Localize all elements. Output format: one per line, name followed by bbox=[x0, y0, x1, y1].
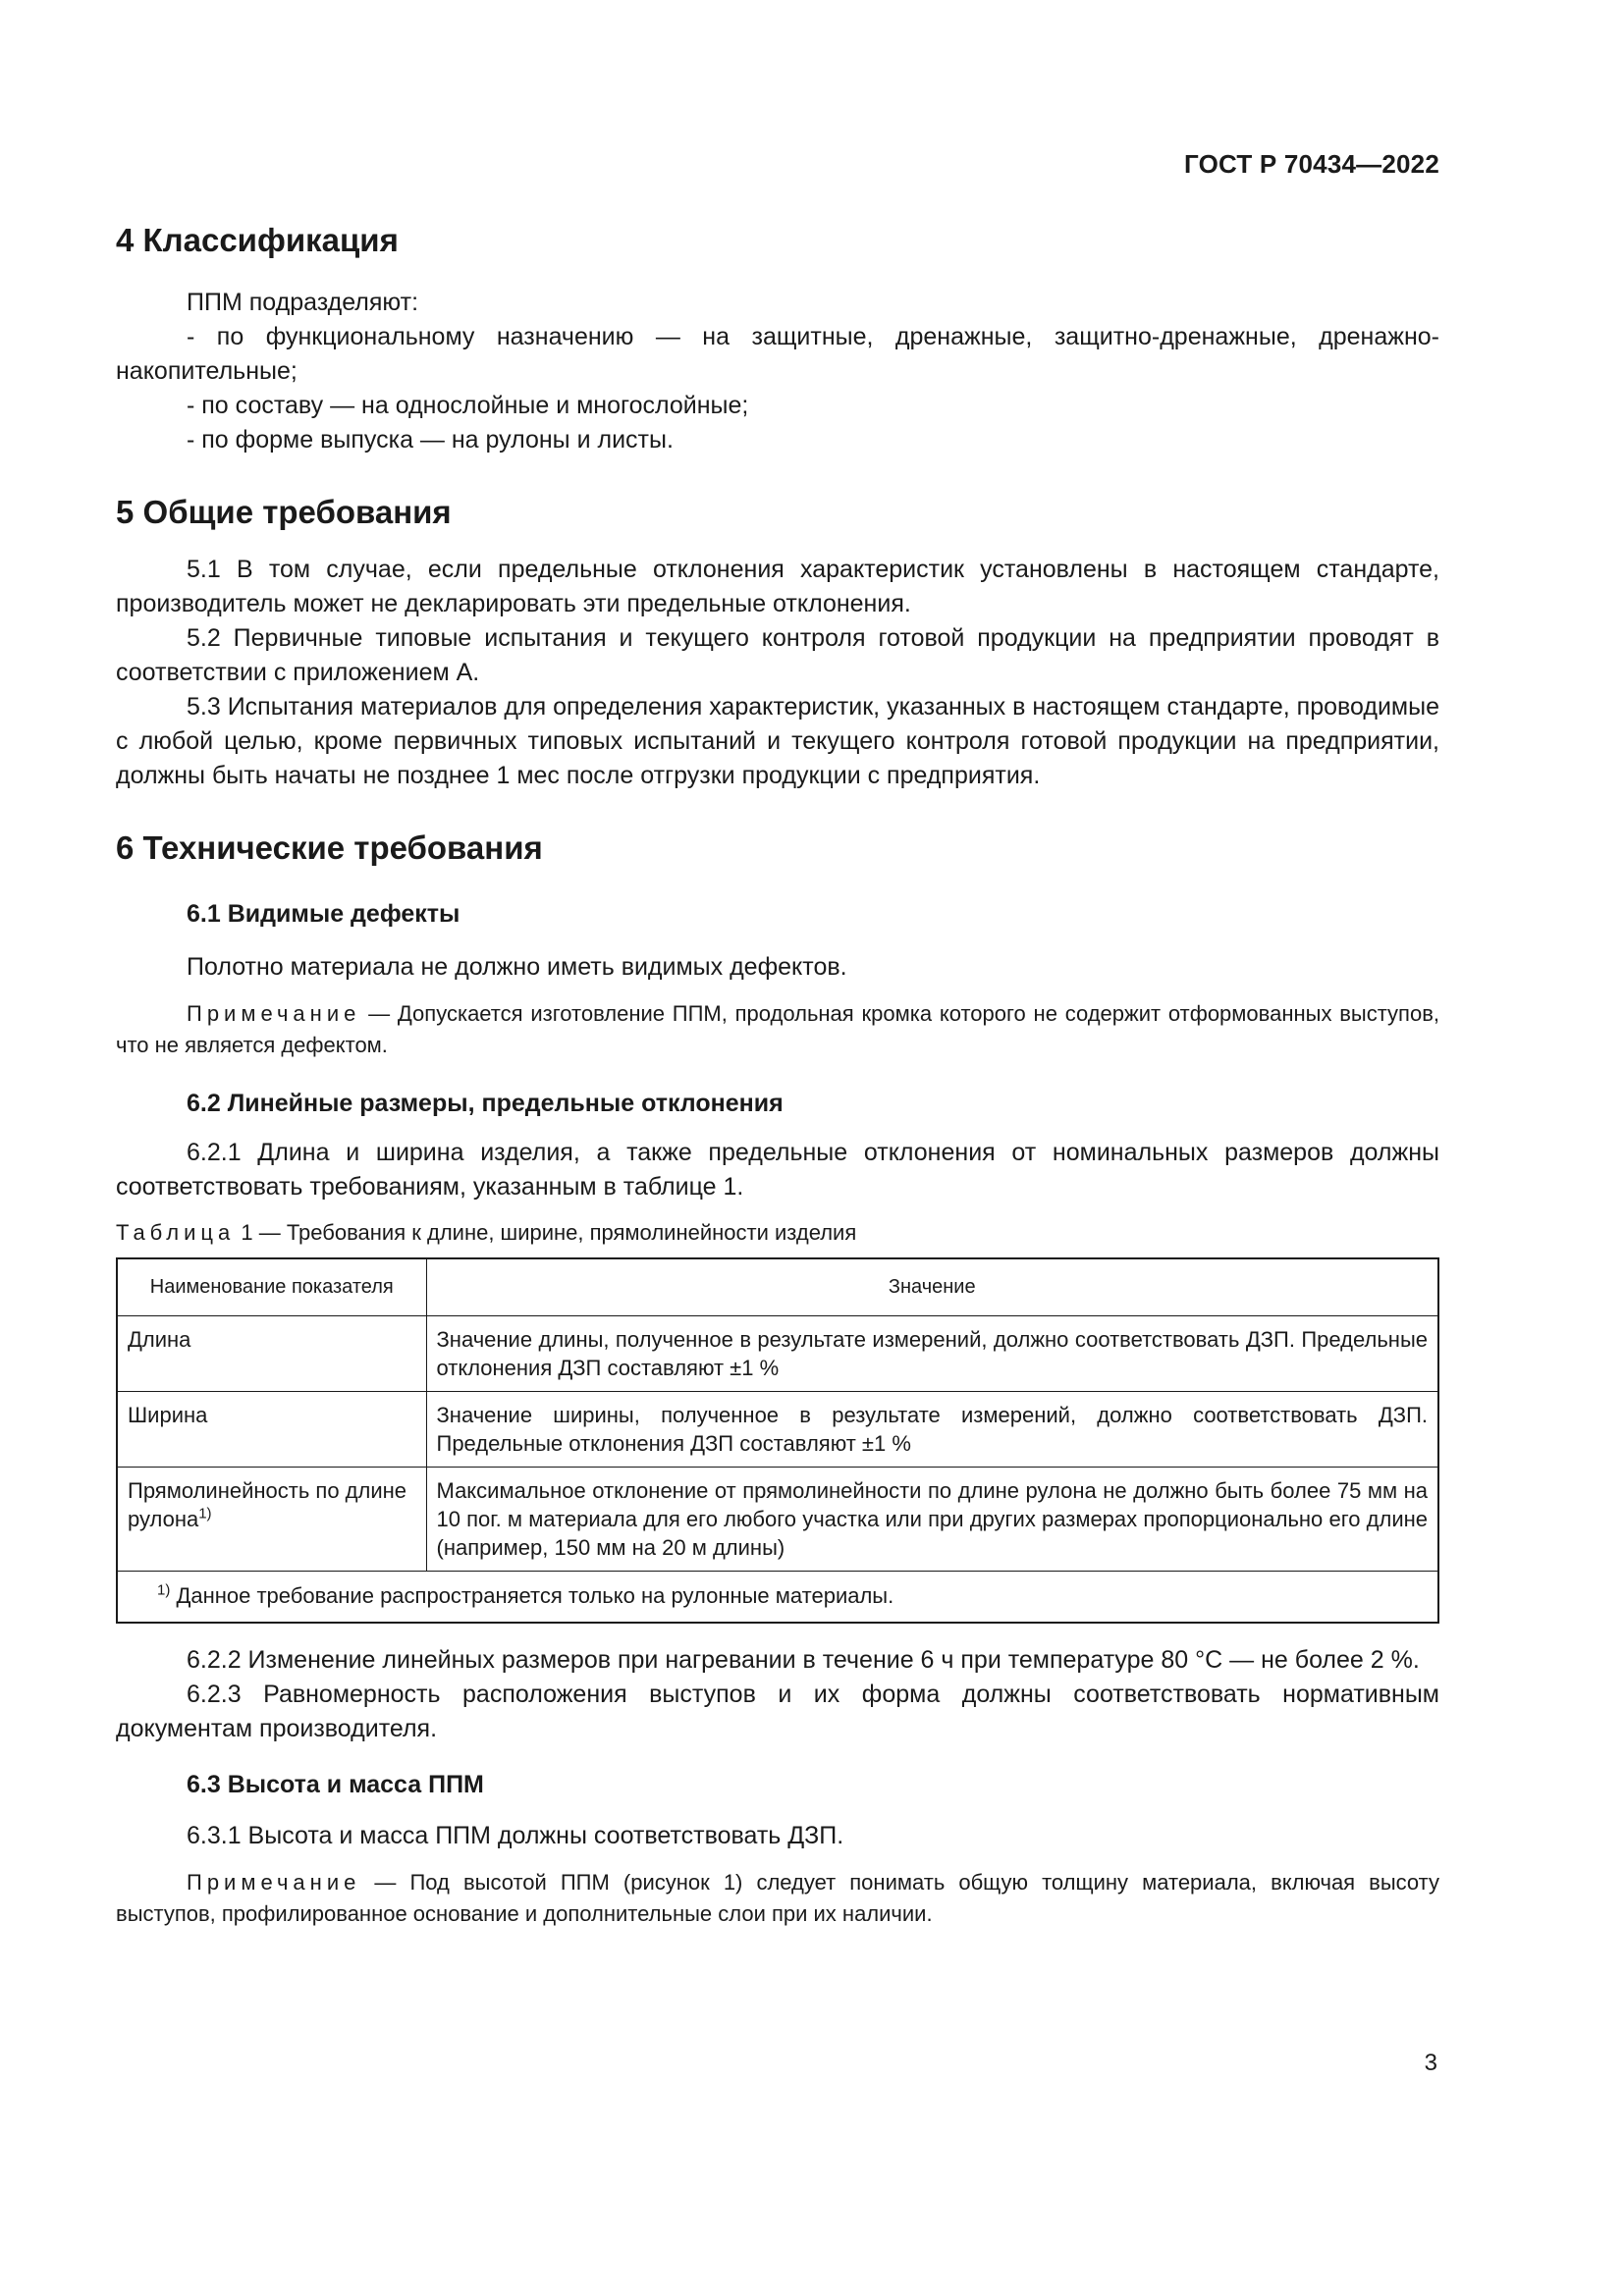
note-6-3 bbox=[116, 1867, 1439, 1930]
section-6-heading: 6 Технические требования bbox=[116, 829, 543, 867]
column-header-value: Значение bbox=[426, 1258, 1438, 1316]
page-content bbox=[116, 221, 1439, 1930]
row-name-cell: Длина bbox=[117, 1315, 426, 1391]
row-name-text: Прямолинейность по длине рулона bbox=[128, 1477, 407, 1531]
paragraph-5-1: 5.1 В том случае, если предельные отклонения характеристик установлены в настоящем стандарте, производитель может не декларировать эти предельные отклонения. bbox=[116, 556, 1439, 618]
section-4-item: - по составу — на однослойные и многослойные; bbox=[187, 391, 749, 419]
table-row bbox=[117, 1315, 1438, 1391]
note-6-1 bbox=[116, 998, 1439, 1061]
note-text: — Под высотой ППМ (рисунок 1) следует понимать общую толщину материала, включая высоту выступов, профилированное основание и дополнительные слои при их наличии. bbox=[116, 1869, 1439, 1926]
table-header-row bbox=[117, 1258, 1438, 1316]
table-row bbox=[117, 1467, 1438, 1571]
table-caption-text: 1 — Требования к длине, ширине, прямолинейности изделия bbox=[235, 1219, 857, 1245]
paragraph-6-1-text: Полотно материала не должно иметь видимых дефектов. bbox=[187, 952, 847, 981]
row-name-cell: Ширина bbox=[117, 1391, 426, 1467]
paragraph-5-2: 5.2 Первичные типовые испытания и текущего контроля готовой продукции на предприятии проводят в соответствии с приложением А. bbox=[116, 624, 1439, 687]
table-footnote-row bbox=[117, 1571, 1438, 1623]
row-value-cell: Максимальное отклонение от прямолинейности по длине рулона не должно быть более 75 мм на 10 пог. м материала для его любого участка или при других размерах пропорционально его длине (например, 150 мм на 20 м длины) bbox=[426, 1467, 1438, 1571]
section-4-item: - по функциональному назначению — на защитные, дренажные, защитно-дренажные, дренажно-накопительные; bbox=[116, 322, 1439, 385]
paragraph-5-3: 5.3 Испытания материалов для определения характеристик, указанных в настоящем стандарте, проводимые с любой целью, кроме первичных типовых испытаний и текущего контроля готовой продукции на предприятии, должны быть начаты не позднее 1 мес после отгрузки продукции с предприятия. bbox=[116, 693, 1439, 790]
table-1-caption bbox=[116, 1218, 1439, 1248]
note-label: Примечание bbox=[187, 1000, 361, 1026]
paragraph-6-2-3: 6.2.3 Равномерность расположения выступов и их форма должны соответствовать нормативным документам производителя. bbox=[116, 1680, 1439, 1742]
section-4-intro: ППМ подразделяют: bbox=[187, 288, 419, 316]
subsection-6-3-heading: 6.3 Высота и масса ППМ bbox=[187, 1770, 484, 1798]
subsection-6-1-heading: 6.1 Видимые дефекты bbox=[187, 899, 460, 928]
row-value-cell: Значение ширины, полученное в результате измерений, должно соответствовать ДЗП. Предельные отклонения ДЗП составляют ±1 % bbox=[426, 1391, 1438, 1467]
footnote-marker: 1) bbox=[157, 1581, 171, 1599]
section-4-item: - по форме выпуска — на рулоны и листы. bbox=[187, 425, 674, 454]
table-caption-label: Таблица bbox=[116, 1219, 236, 1245]
row-name-cell bbox=[117, 1467, 426, 1571]
page-number: 3 bbox=[1424, 2050, 1437, 2076]
row-value-cell: Значение длины, полученное в результате измерений, должно соответствовать ДЗП. Предельные отклонения ДЗП составляют ±1 % bbox=[426, 1315, 1438, 1391]
section-4-heading: 4 Классификация bbox=[116, 222, 399, 258]
document-code-header: ГОСТ Р 70434—2022 bbox=[1184, 149, 1439, 179]
table-row bbox=[117, 1391, 1438, 1467]
column-header-name: Наименование показателя bbox=[117, 1258, 426, 1316]
table-footnote bbox=[117, 1571, 1438, 1623]
paragraph-6-3-1: 6.3.1 Высота и масса ППМ должны соответствовать ДЗП. bbox=[187, 1821, 844, 1849]
footnote-marker: 1) bbox=[198, 1505, 212, 1522]
paragraph-6-2-1: 6.2.1 Длина и ширина изделия, а также предельные отклонения от номинальных размеров должны соответствовать требованиям, указанным в таблице 1. bbox=[116, 1138, 1439, 1201]
note-label: Примечание bbox=[187, 1869, 361, 1895]
requirements-table bbox=[116, 1257, 1439, 1624]
paragraph-6-2-2: 6.2.2 Изменение линейных размеров при нагревании в течение 6 ч при температуре 80 °С — не более 2 %. bbox=[187, 1645, 1420, 1674]
note-text: — Допускается изготовление ППМ, продольная кромка которого не содержит отформованных выступов, что не является дефектом. bbox=[116, 1000, 1439, 1057]
section-5-heading: 5 Общие требования bbox=[116, 493, 452, 530]
footnote-text: Данное требование распространяется только на рулонные материалы. bbox=[170, 1582, 894, 1608]
subsection-6-2-heading: 6.2 Линейные размеры, предельные отклонения bbox=[187, 1089, 784, 1117]
